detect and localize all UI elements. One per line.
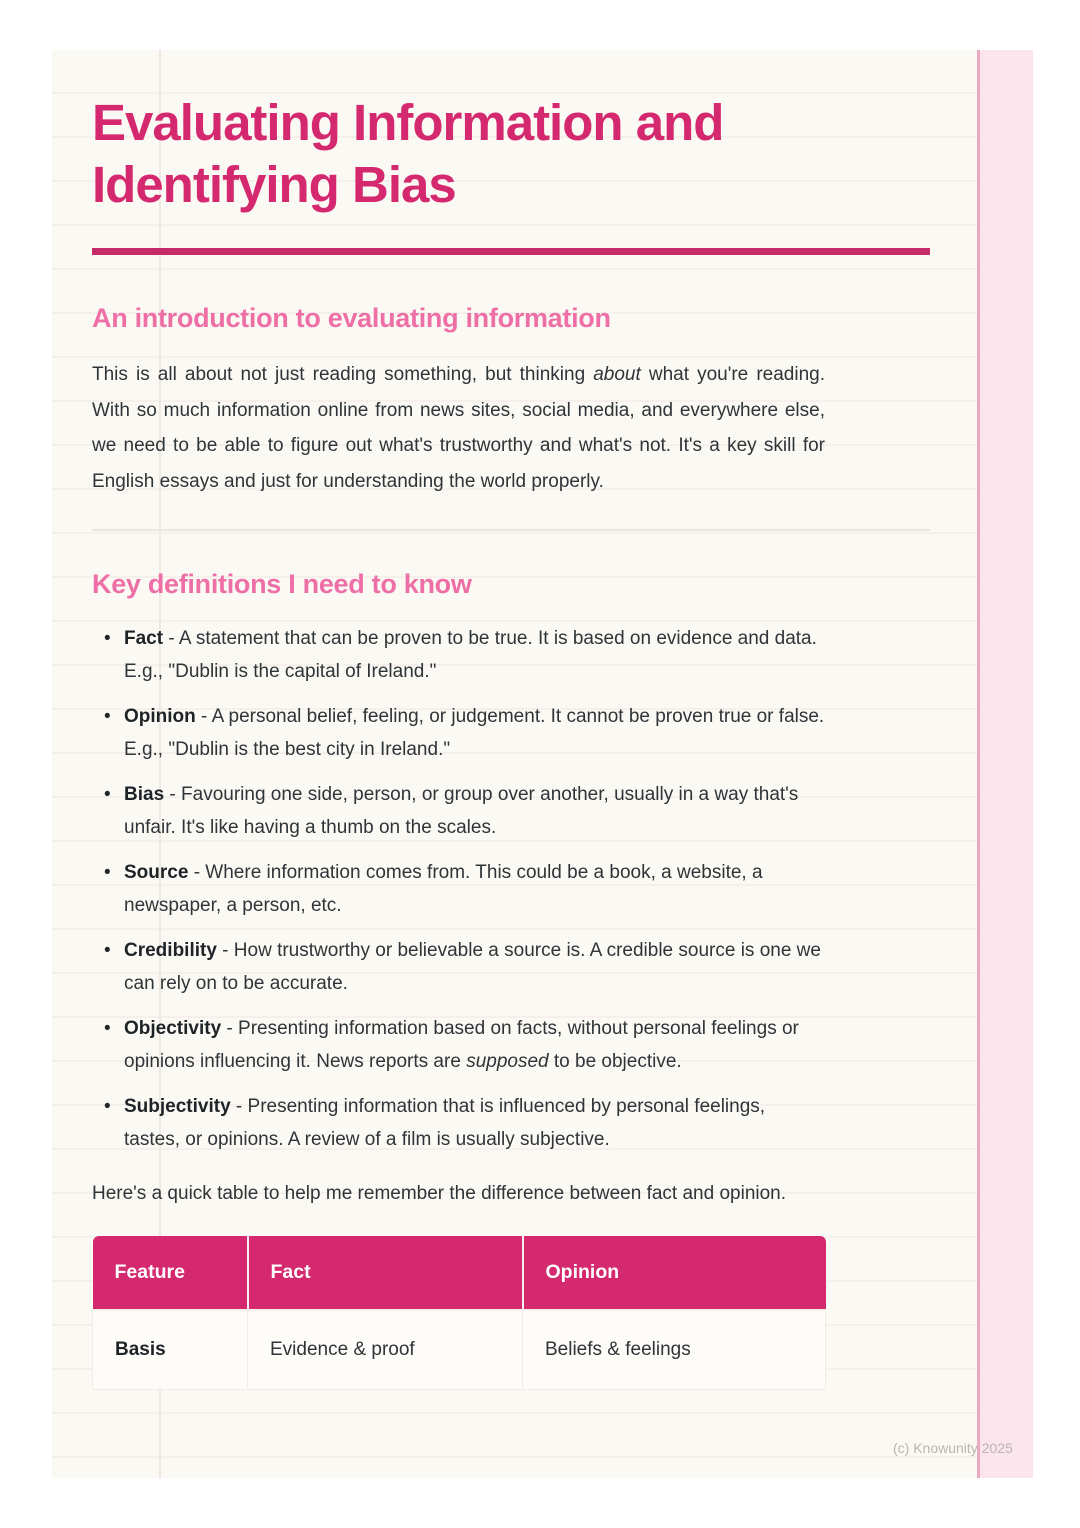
column-header-opinion: Opinion bbox=[523, 1236, 826, 1310]
definition-term: Bias bbox=[124, 784, 165, 805]
copyright-watermark: (c) Knowunity 2025 bbox=[893, 1440, 1013, 1456]
page-content bbox=[52, 50, 977, 1390]
cell-basis: Basis bbox=[93, 1310, 248, 1390]
section-heading-introduction: An introduction to evaluating information bbox=[92, 303, 611, 333]
definition-text: - How trustworthy or believable a source is. A credible source is one we can rely on to be accurate. bbox=[124, 940, 821, 994]
list-item-bias bbox=[92, 779, 825, 844]
list-item-source bbox=[92, 857, 825, 922]
table-header bbox=[93, 1236, 826, 1310]
list-item-objectivity bbox=[92, 1013, 825, 1078]
section-heading-definitions: Key definitions I need to know bbox=[92, 569, 472, 599]
definition-term: Subjectivity bbox=[124, 1096, 231, 1117]
list-item-credibility bbox=[92, 935, 825, 1000]
column-header-fact: Fact bbox=[248, 1236, 523, 1310]
definition-term: Source bbox=[124, 862, 189, 883]
page-right-accent-band bbox=[977, 50, 1033, 1478]
definition-text: - A personal belief, feeling, or judgement. It cannot be proven true or false. E.g., "Dublin is the best city in Ireland." bbox=[124, 706, 825, 760]
definition-text: - A statement that can be proven to be true. It is based on evidence and data. E.g., "Dublin is the capital of Ireland." bbox=[124, 628, 817, 682]
definition-term: Credibility bbox=[124, 940, 217, 961]
title-rule bbox=[92, 248, 930, 255]
definition-text-after: to be objective. bbox=[548, 1050, 682, 1072]
list-item-opinion bbox=[92, 701, 825, 766]
definition-text: - Favouring one side, person, or group over another, usually in a way that's unfair. It's like having a thumb on the scales. bbox=[124, 784, 799, 838]
list-item-subjectivity bbox=[92, 1091, 825, 1156]
definition-text: - Presenting information that is influenced by personal feelings, tastes, or opinions. A review of a film is usually subjective. bbox=[124, 1096, 766, 1150]
intro-text-1: This is all about not just reading something, but thinking bbox=[92, 364, 594, 385]
definition-term: Fact bbox=[124, 628, 164, 649]
table-row bbox=[93, 1310, 826, 1390]
definition-italic: supposed bbox=[466, 1050, 549, 1072]
section-divider bbox=[92, 529, 930, 531]
fact-opinion-table bbox=[92, 1236, 826, 1390]
intro-italic-word: about bbox=[593, 364, 641, 385]
intro-text-2: what you're reading. With so much information online from news sites, social media, and everywhere else, we need to be able to figure out what's trustworthy and what's not. It's a key skill for English essays and just for understanding the world properly. bbox=[92, 364, 825, 492]
table-header-row bbox=[93, 1236, 826, 1310]
page-title: Evaluating Information and Identifying Bias bbox=[92, 94, 724, 213]
list-item-fact bbox=[92, 623, 825, 688]
introduction-paragraph bbox=[92, 357, 825, 499]
definition-text: - Presenting information based on facts, without personal feelings or opinions influencing it. News reports are bbox=[124, 1018, 799, 1072]
cell-fact-basis: Evidence & proof bbox=[248, 1310, 523, 1390]
definition-term: Opinion bbox=[124, 706, 196, 727]
column-header-feature: Feature bbox=[93, 1236, 248, 1310]
cell-opinion-basis: Beliefs & feelings bbox=[523, 1310, 826, 1390]
table-lead-paragraph: Here's a quick table to help me remember the difference between fact and opinion. bbox=[92, 1183, 787, 1204]
definitions-list bbox=[92, 623, 825, 1156]
notes-page bbox=[52, 50, 1033, 1478]
definition-term: Objectivity bbox=[124, 1018, 222, 1039]
table-body bbox=[93, 1310, 826, 1390]
definition-text: - Where information comes from. This could be a book, a website, a newspaper, a person, etc. bbox=[124, 862, 763, 916]
